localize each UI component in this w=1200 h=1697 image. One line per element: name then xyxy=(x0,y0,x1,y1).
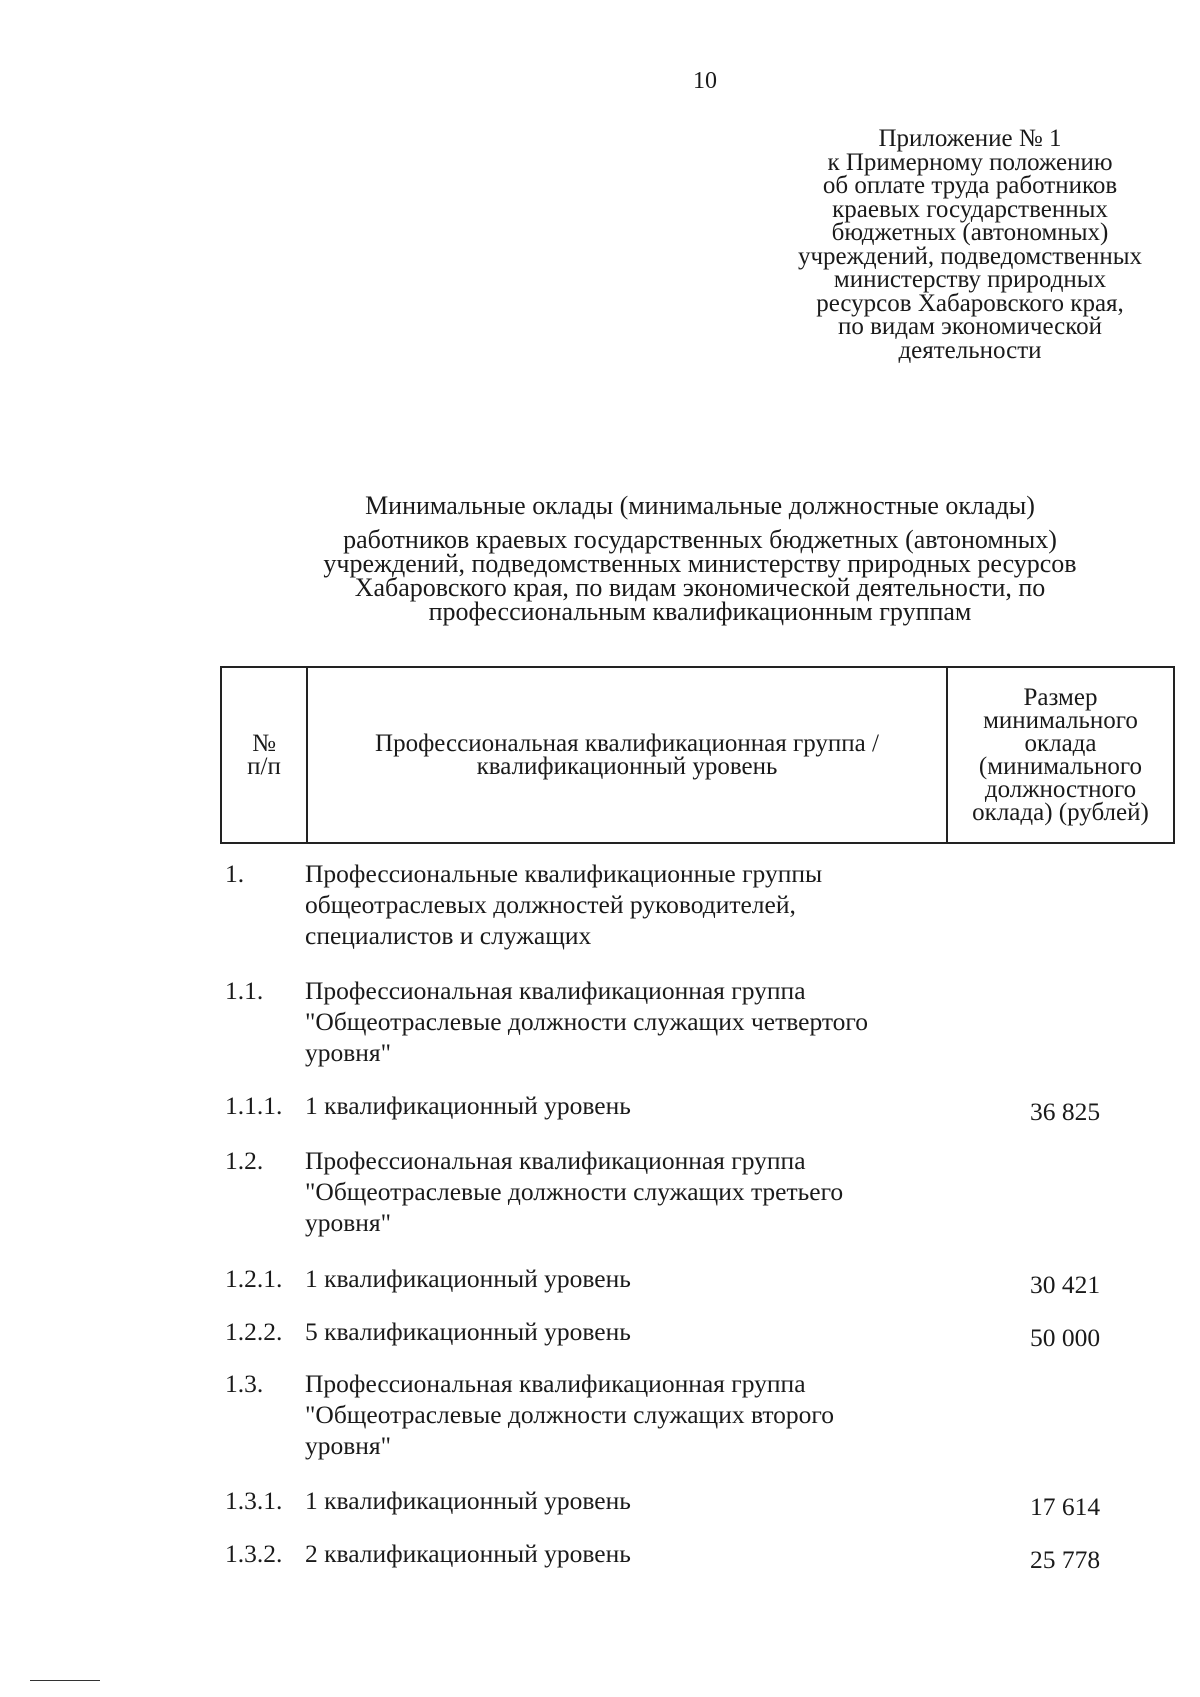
row-text: Профессиональная квалификационная группа "Общеотраслевые должности служащих второго уровня" xyxy=(305,1369,835,1460)
row-text: 5 квалификационный уровень xyxy=(305,1317,631,1346)
header-number-sign: № xyxy=(252,730,276,757)
row-value: 30 421 xyxy=(1029,1270,1101,1299)
row-number: 1. xyxy=(225,859,245,888)
annex-line: Приложение № 1 xyxy=(878,125,1062,152)
title-line: профессиональным квалификационным группам xyxy=(428,597,972,626)
title-line: Минимальные оклады (минимальные должностные оклады) xyxy=(365,491,1035,520)
row-number: 1.2. xyxy=(225,1146,264,1175)
row-value: 17 614 xyxy=(1029,1492,1101,1521)
annex-line: бюджетных (автономных) xyxy=(831,219,1109,246)
header-size-line: (минимального xyxy=(978,753,1143,780)
annex-block xyxy=(770,127,1170,362)
annex-line: ресурсов Хабаровского края, xyxy=(816,289,1124,317)
header-size-cell xyxy=(947,667,1174,843)
title-line: Хабаровского края, по видам экономической деятельности, по xyxy=(354,573,1046,602)
header-size-line: должностного xyxy=(984,776,1137,803)
row-value: 50 000 xyxy=(1029,1323,1101,1352)
annex-line: об оплате труда работников xyxy=(822,172,1118,199)
header-size-line: минимального xyxy=(983,707,1138,734)
row-value: 25 778 xyxy=(1029,1545,1101,1574)
title-line: учреждений, подведомственных министерству природных ресурсов xyxy=(323,549,1077,578)
title-line: работников краевых государственных бюджетных (автономных) xyxy=(343,525,1057,554)
row-number: 1.3. xyxy=(225,1369,264,1398)
row-text: 1 квалификационный уровень xyxy=(305,1486,631,1515)
annex-line: министерству природных xyxy=(833,266,1107,293)
row-text: Профессиональная квалификационная группа "Общеотраслевые должности служащих четвертого уровня" xyxy=(305,976,869,1067)
row-number: 1.2.1. xyxy=(225,1264,283,1293)
row-number: 1.3.1. xyxy=(225,1486,283,1515)
row-number: 1.1.1. xyxy=(225,1091,283,1120)
document-title xyxy=(250,491,1150,626)
row-value: 36 825 xyxy=(1029,1097,1101,1126)
header-size-line: Размер xyxy=(1023,684,1098,711)
header-number-abbr: п/п xyxy=(247,753,281,780)
row-text: 2 квалификационный уровень xyxy=(305,1539,631,1568)
header-size-line: оклада xyxy=(1024,730,1097,757)
annex-line: краевых государственных xyxy=(832,195,1108,223)
annex-line: по видам экономической xyxy=(837,313,1103,340)
header-group-cell xyxy=(307,667,947,843)
footer-divider xyxy=(30,1680,100,1681)
row-text: Профессиональная квалификационная группа "Общеотраслевые должности служащих третьего уровня" xyxy=(305,1146,844,1237)
row-number: 1.1. xyxy=(225,976,264,1005)
annex-line: учреждений, подведомственных xyxy=(797,242,1143,270)
row-number: 1.2.2. xyxy=(225,1317,283,1346)
header-number-cell xyxy=(221,667,307,843)
page-number: 10 xyxy=(693,68,717,94)
row-number: 1.3.2. xyxy=(225,1539,283,1568)
header-group-line: Профессиональная квалификационная группа / xyxy=(375,730,879,757)
annex-line: деятельности xyxy=(898,336,1042,364)
annex-line: к Примерному положению xyxy=(827,148,1113,176)
header-group-line: квалификационный уровень xyxy=(476,753,778,780)
row-text: Профессиональные квалификационные группы общеотраслевых должностей руководителей, специалистов и служащих xyxy=(305,859,823,950)
table-header xyxy=(220,666,1175,844)
row-text: 1 квалификационный уровень xyxy=(305,1264,631,1293)
row-text: 1 квалификационный уровень xyxy=(305,1091,631,1120)
header-size-line: оклада) (рублей) xyxy=(972,799,1149,826)
